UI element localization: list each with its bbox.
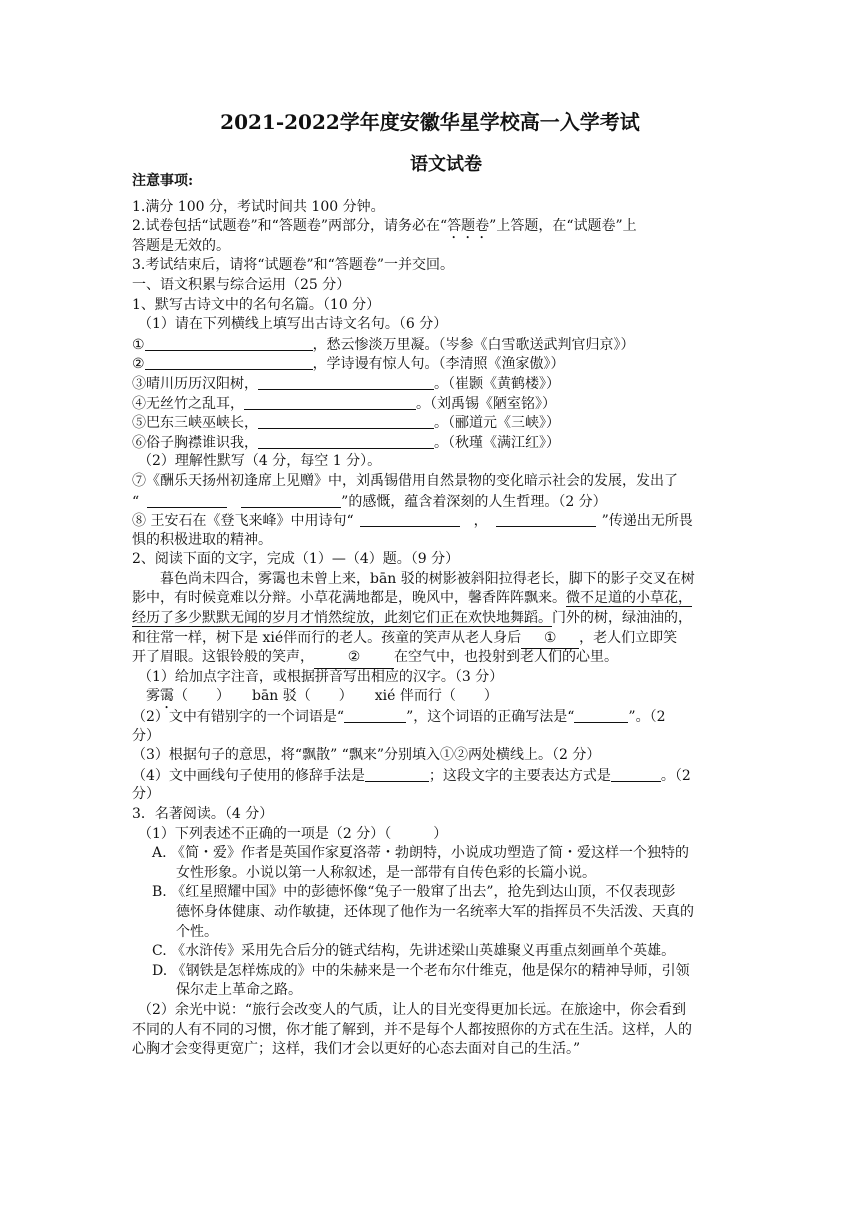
fill-line-4: ④无丝竹之乱耳， 。（刘禹锡《陋室铭》） <box>132 395 556 412</box>
answer-blank[interactable] <box>611 766 661 782</box>
notice-item-2: 2.试卷包括“试题卷”和“答题卷”两部分，请务必在“答题卷”上答题，在“试题卷”上 <box>132 218 637 235</box>
passage-line-3: 经历了多少默默无闻的岁月才悄然绽放，此刻它们正在欢快地舞蹈。门外的树，绿油油的， <box>132 610 692 627</box>
question-3-part-1: （1）下列表述不正确的一项是（2 分）（ ） <box>138 825 448 842</box>
answer-blank[interactable] <box>258 433 434 449</box>
passage-line-4: 和往常一样，树下是 xié伴而行的老人。孩童的笑声从老人身后 ① ，老人们立即笑 <box>132 629 732 649</box>
section-1-heading: 一、语文积累与综合运用（25 分） <box>132 276 351 293</box>
answer-blank[interactable] <box>344 707 406 723</box>
answer-blank[interactable] <box>244 394 416 410</box>
notice-item-1: 1.满分 100 分，考试时间共 100 分钟。 <box>132 198 385 215</box>
answer-blank[interactable] <box>145 354 313 370</box>
option-d: D. 《钢铁是怎样炼成的》中的朱赫来是一个老布尔什维克，他是保尔的精神导师，引领 <box>152 962 690 979</box>
option-c: C. 《水浒传》采用先合后分的链式结构，先讲述梁山英雄聚义再重点刻画单个英雄。 <box>152 943 676 960</box>
fill-line-3: ③晴川历历汉阳树， 。（崔颢《黄鹤楼》） <box>132 375 560 392</box>
fill-line-1: ① ，愁云惨淡万里凝。（岑参《白雪歌送武判官归京》） <box>132 336 635 353</box>
question-2-part-4: （4）文中画线句子使用的修辞手法是 ；这段文字的主要表达方式是 。（2 <box>132 767 691 784</box>
fill-line-7-cont: “ ”的感慨，蕴含着深刻的人生哲理。（2 分） <box>132 493 607 510</box>
answer-blank[interactable] <box>258 413 434 429</box>
question-3-part-2-cont: 不同的人有不同的习惯，你才能了解到，并不是每个人都按照你的方式在生活。这样，人的 <box>132 1021 692 1038</box>
option-b: B. 《红星照耀中国》中的彭德怀像“兔子一般窜了出去”，抢先到达山顶，不仅表现彭 <box>152 884 676 901</box>
notice-heading: 注意事项: <box>132 173 194 189</box>
answer-blank[interactable] <box>574 707 628 723</box>
question-2-heading: 2、阅读下面的文字，完成（1）—（4）题。（9 分） <box>132 551 460 568</box>
option-a: A. 《简・爱》作者是英国作家夏洛蒂・勃朗特，小说成功塑造了简・爱这样一个独特的 <box>152 845 690 862</box>
notice-item-2-cont: 答题是无效的。 <box>132 237 230 254</box>
question-1-heading: 1、默写古诗文中的名句名篇。（10 分） <box>132 296 381 313</box>
question-2-part-4-cont: 分） <box>132 786 160 803</box>
answer-blank[interactable] <box>496 511 596 527</box>
question-3-heading: 3．名著阅读。（4 分） <box>132 806 274 822</box>
option-a-cont: 女性形象。小说以第一人称叙述，是一部带有自传色彩的长篇小说。 <box>176 864 596 881</box>
option-b-cont-2: 个性。 <box>176 923 218 940</box>
question-2-part-3: （3）根据句子的意思，将“飘散” “飘来”分别填入①②两处横线上。（2 分） <box>132 747 601 764</box>
option-d-cont: 保尔走上革命之路。 <box>176 982 302 999</box>
question-2-part-2: （2）文中有错别字的一个词语是“ ”，这个词语的正确写法是“ ”。（2 <box>132 709 666 726</box>
question-2-part-1-items: 雾霭（ ） bān 驳（ ） xié 伴而行（ ） <box>146 688 498 705</box>
passage-blank-1[interactable]: ① <box>521 629 579 650</box>
fill-line-8: ⑧ 王安石在《登飞来峰》中用诗句“ ， ”传递出无所畏 <box>132 513 693 530</box>
answer-blank[interactable] <box>145 335 313 351</box>
passage-blank-2[interactable]: ② <box>314 648 394 669</box>
exam-body <box>132 172 732 1060</box>
answer-blank[interactable] <box>365 766 429 782</box>
question-3-part-2: （2）余光中说：“旅行会改变人的气质，让人的目光变得更加长远。在旅途中，你会看到 <box>138 1001 687 1018</box>
fill-line-6: ⑥俗子胸襟谁识我， 。（秋瑾《满江红》） <box>132 434 560 451</box>
fill-line-7: ⑦《酬乐天扬州初逢席上见赠》中，刘禹锡借用自然景物的变化暗示社会的发展，发出了 <box>132 472 678 489</box>
passage-line-2: 影中，有时候竟难以分辩。小草花满地都是，晚风中，馨香阵阵飘来。微不足道的小草花， <box>132 590 692 607</box>
answer-blank[interactable] <box>147 492 227 508</box>
fill-line-5: ⑤巴东三峡巫峡长， 。（郦道元《三峡》） <box>132 415 560 432</box>
question-1-part-1: （1）请在下列横线上填写出古诗文名句。（6 分） <box>138 316 448 333</box>
answer-blank[interactable] <box>258 374 434 390</box>
option-b-cont: 德怀身体健康、动作敏捷，还体现了他作为一名统率大军的指挥员不失活泼、天真的 <box>176 903 694 920</box>
answer-blank[interactable] <box>241 492 341 508</box>
fill-line-2: ② ，学诗谩有惊人句。（李清照《渔家傲》） <box>132 356 565 373</box>
exam-title: 2021-2022学年度安徽华星学校高一入学考试 <box>220 110 640 134</box>
question-1-part-2: （2）理解性默写（4 分，每空 1 分）。 <box>138 453 382 470</box>
passage-line-1: 暮色尚未四合，雾霭也未曾上来，bān 驳的树影被斜阳拉得老长，脚下的影子交叉在树 <box>160 570 695 587</box>
question-2-part-2-cont: 分） <box>132 727 160 744</box>
notice-item-3: 3.考试结束后，请将“试题卷”和“答题卷”一并交回。 <box>132 257 454 274</box>
exam-subtitle: 语文试卷 <box>410 154 482 175</box>
answer-blank[interactable] <box>360 511 460 527</box>
fill-line-8-cont: 惧的积极进取的精神。 <box>132 531 272 548</box>
question-2-part-1: （1）给加点字注音，或根据拼音写出相应的汉字。（3 分） <box>138 668 504 685</box>
passage-line-5: 开了眉眼。这银铃般的笑声， ② 在空气中，也投射到老人们的心里。 <box>132 648 732 668</box>
question-3-part-2-cont-2: 心胸才会变得更宽广；这样，我们才会以更好的心态去面对自己的生活。” <box>132 1041 581 1058</box>
